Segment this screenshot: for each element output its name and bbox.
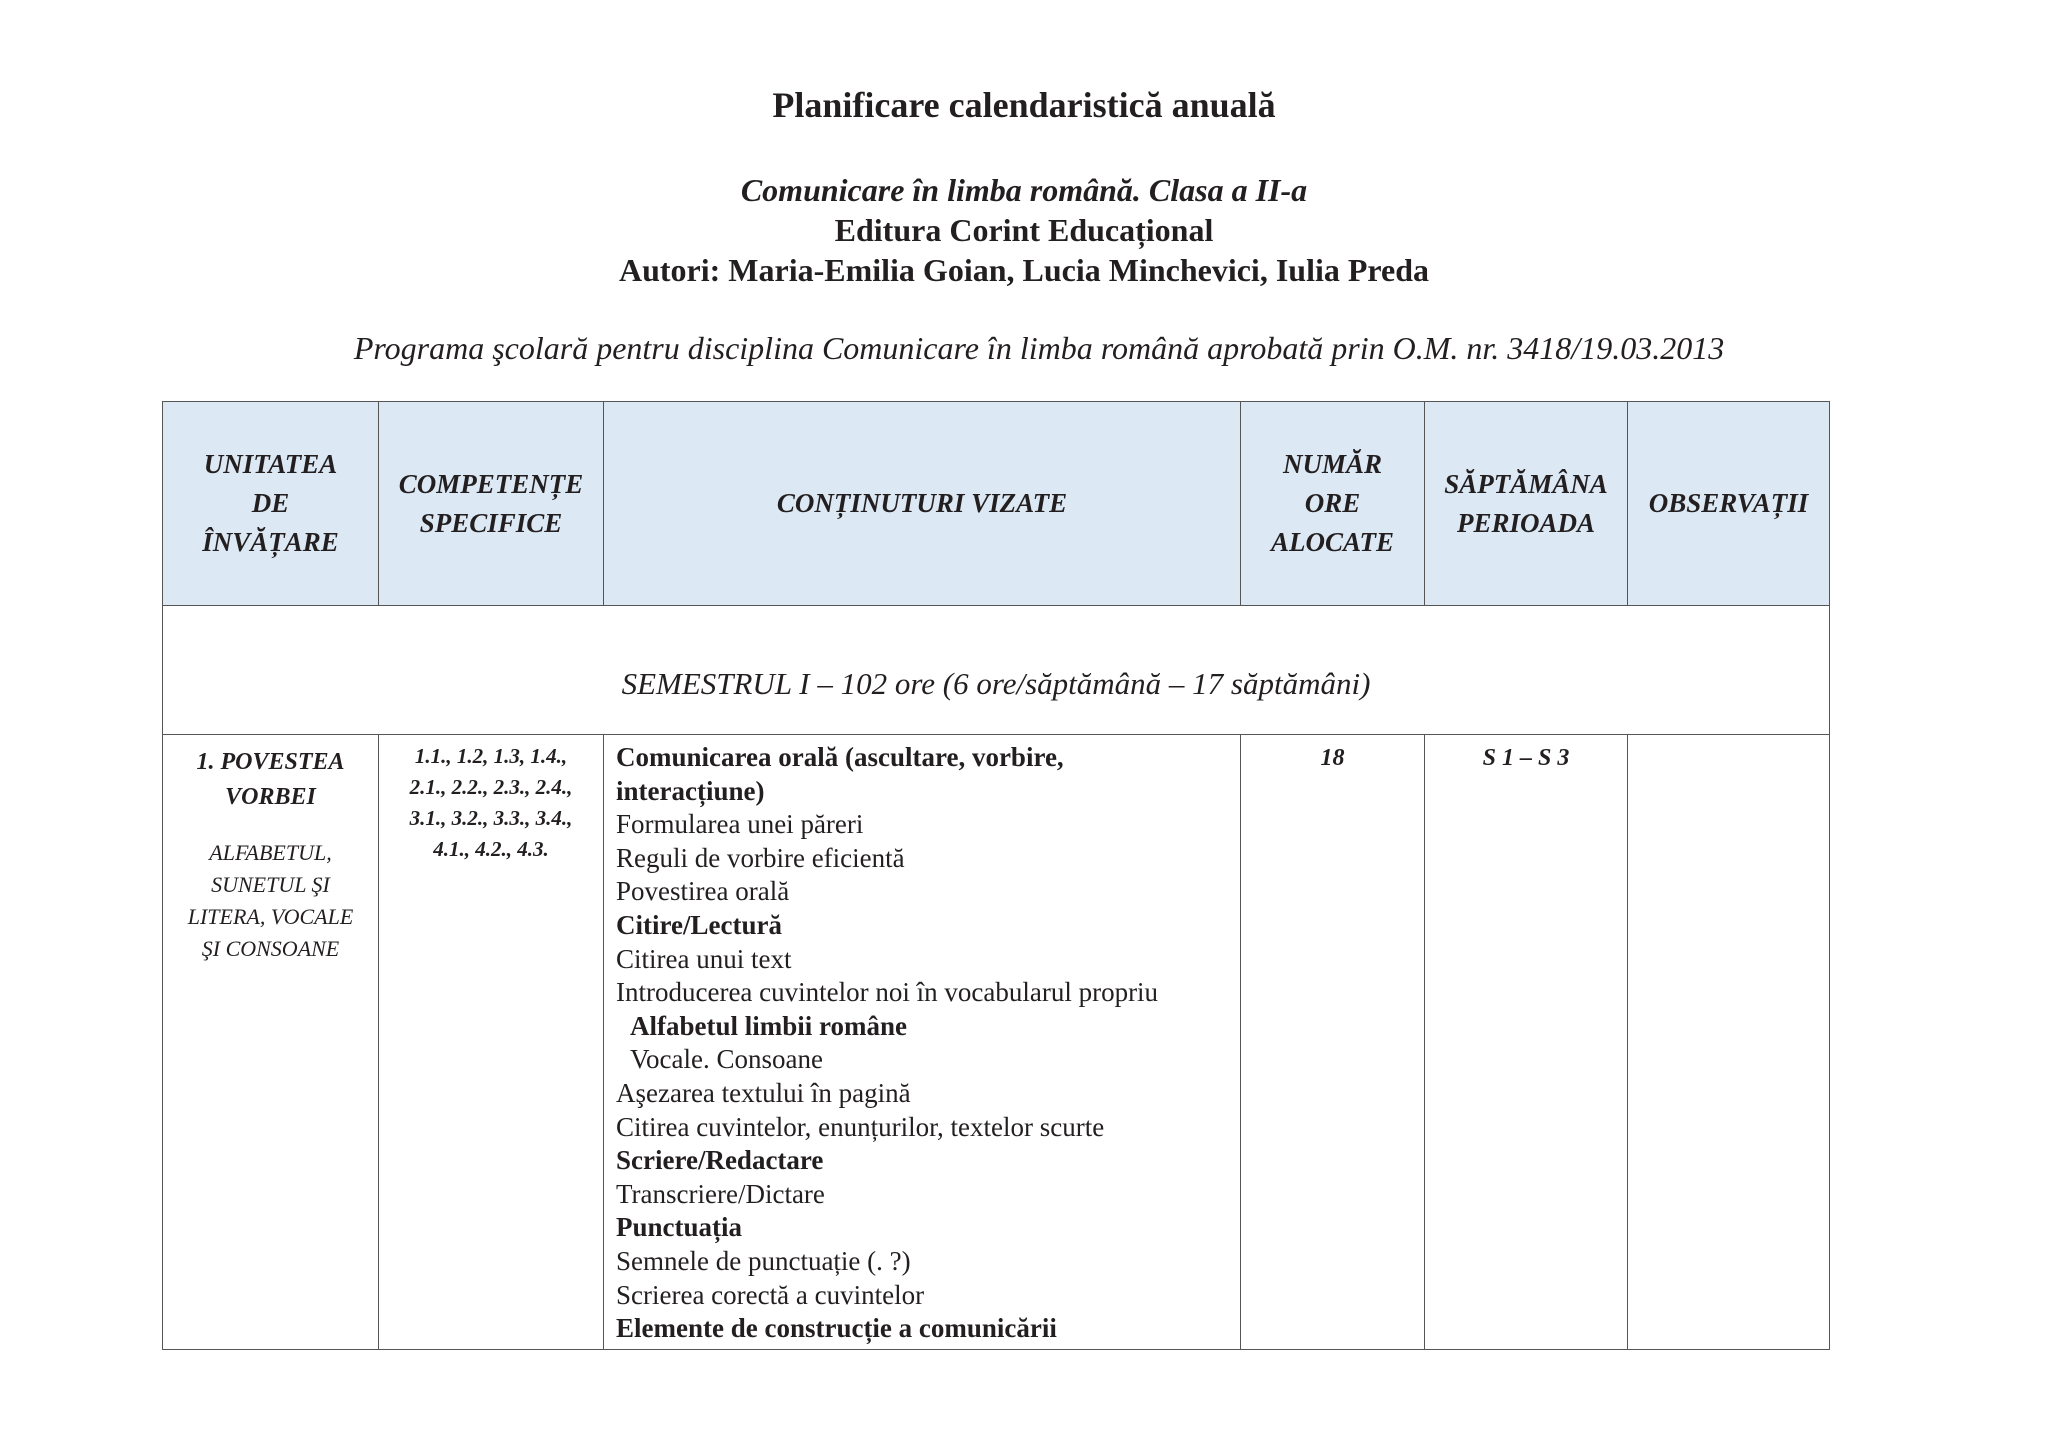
- header-hours: NUMĂR ORE ALOCATE: [1241, 402, 1425, 606]
- subtitle-block: [0, 170, 2048, 290]
- table-row: [163, 735, 1830, 1350]
- subject-line: Comunicare în limba română. Clasa a II-a: [740, 172, 1308, 208]
- header-observations: OBSERVAȚII: [1628, 402, 1830, 606]
- header-week: SĂPTĂMÂNA PERIOADA: [1425, 402, 1628, 606]
- hours-cell: 18: [1241, 735, 1425, 1350]
- content-line: Reguli de vorbire eficientă: [616, 842, 905, 873]
- content-line: Citirea unui text: [616, 943, 792, 974]
- header-contents: CONȚINUTURI VIZATE: [604, 402, 1241, 606]
- content-line: Comunicarea orală (ascultare, vorbire,: [616, 742, 1064, 772]
- content-line: Transcriere/Dictare: [616, 1178, 825, 1209]
- planning-table: [162, 401, 1830, 1350]
- publisher-line: Editura Corint Educațional: [834, 212, 1214, 248]
- content-line: Alfabetul limbii române: [630, 1010, 908, 1041]
- content-line: Citirea cuvintelor, enunțurilor, textelor scurte: [616, 1111, 1105, 1142]
- document-title: Planificare calendaristică anuală: [772, 85, 1276, 125]
- unit-title: 1. POVESTEA VORBEI: [196, 749, 345, 810]
- content-line: Scriere/Redactare: [616, 1145, 824, 1176]
- week-cell: S 1 – S 3: [1425, 735, 1628, 1350]
- semester-cell: [163, 606, 1830, 735]
- content-line: Povestirea orală: [616, 876, 790, 907]
- content-line: Aşezarea textului în pagină: [616, 1077, 911, 1108]
- header-unit: UNITATEA DE ÎNVĂȚARE: [163, 402, 379, 606]
- programa-line: Programa şcolară pentru disciplina Comunicare în limba română aprobată prin O.M. nr. 3418/19.03.2013: [353, 330, 1725, 366]
- content-line: Elemente de construcție a comunicării: [616, 1313, 1057, 1344]
- content-line: Punctuația: [616, 1212, 743, 1243]
- content-line: interacțiune): [616, 775, 765, 806]
- content-line: Introducerea cuvintelor noi în vocabularul propriu: [616, 977, 1159, 1008]
- semester-row: [163, 606, 1830, 735]
- semester-label: SEMESTRUL I – 102 ore (6 ore/săptămână – 17 săptămâni): [621, 666, 1371, 701]
- content-line: Semnele de punctuație (. ?): [616, 1245, 911, 1276]
- content-line: Vocale. Consoane: [630, 1044, 823, 1075]
- content-line: Citire/Lectură: [616, 909, 782, 940]
- contents-cell: [604, 735, 1241, 1350]
- content-line: Scrierea corectă a cuvintelor: [616, 1279, 925, 1310]
- table-header-row: [163, 402, 1830, 606]
- observations-cell: [1628, 735, 1830, 1350]
- header-competences: COMPETENȚE SPECIFICE: [379, 402, 604, 606]
- unit-cell: [163, 735, 379, 1350]
- unit-subtitle: ALFABETUL, SUNETUL ŞI LITERA, VOCALE ŞI CONSOANE: [187, 840, 354, 961]
- competences-cell: 1.1., 1.2, 1.3, 1.4., 2.1., 2.2., 2.3., 2.4., 3.1., 3.2., 3.3., 3.4., 4.1., 4.2., 4.3.: [379, 735, 604, 1350]
- authors-line: Autori: Maria-Emilia Goian, Lucia Minchevici, Iulia Preda: [618, 252, 1430, 288]
- content-line: Formularea unei păreri: [616, 809, 864, 840]
